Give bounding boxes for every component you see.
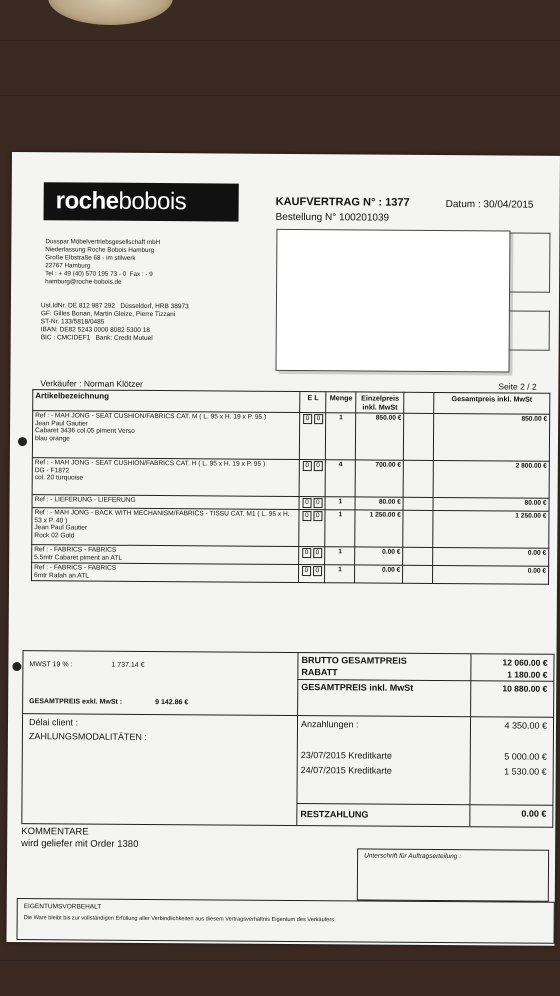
item-total-price: 80.00 € bbox=[433, 497, 549, 511]
item-total-price: 0.00 € bbox=[433, 566, 549, 585]
item-blank bbox=[404, 413, 434, 460]
company-bank-details: Ust.IdNr. DE 812 987 292 Düsseldorf, HRB 38973 GF: Gilles Bonan, Martin Gleize, Pierre Tizzani ST-Nr. 133/5818/0485 IBAN: DE82 5243 0000 8082 5300 18 BIC : CMCIDEF1 Bank: Credit Mutuel bbox=[40, 302, 189, 342]
delai-client: Délai client : bbox=[28, 717, 79, 728]
col-blank bbox=[404, 392, 434, 413]
kommentare-text: wird geliefer mit Order 1380 bbox=[21, 838, 139, 850]
item-el: 0 0 bbox=[299, 497, 325, 510]
signature-label: Unterschrift für Auftragserteilung : bbox=[364, 852, 462, 861]
col-einzelpreis: Einzelpreis inkl. MwSt bbox=[356, 392, 404, 413]
item-total-price: 0.00 € bbox=[433, 547, 549, 566]
item-description: Ref : - MAH JONG - BACK WITH MECHANISM/FABRICS - TISSU CAT. M1 ( L. 95 x H. 53 x P. 40 ) Jean Paul Gautier Rock 02 Gold bbox=[32, 508, 300, 547]
item-total-price: 2 800.00 € bbox=[433, 460, 549, 498]
rabatt-label: RABATT bbox=[301, 667, 338, 678]
col-el: E L bbox=[300, 392, 326, 413]
item-el: 0 0 bbox=[300, 413, 326, 460]
item-description: Ref : - FABRICS - FABRICS 5.5mtr Cabaret piment an ATL bbox=[32, 545, 299, 565]
contract-date: Datum : 30/04/2015 bbox=[445, 199, 534, 211]
item-quantity: 1 bbox=[325, 547, 355, 565]
col-menge: Menge bbox=[326, 392, 356, 413]
item-blank bbox=[403, 547, 433, 565]
item-quantity: 4 bbox=[325, 460, 355, 497]
eigentumsvorbehalt-box bbox=[16, 898, 554, 944]
item-unit-price: 0.00 € bbox=[355, 547, 403, 566]
page-number: Seite 2 / 2 bbox=[498, 381, 537, 392]
mwst-label: MWST 19 % : bbox=[29, 661, 73, 669]
punch-hole bbox=[12, 662, 21, 671]
table-row bbox=[32, 508, 549, 549]
salesperson: Verkäufer : Norman Klötzer bbox=[40, 378, 143, 389]
order-number: Bestellung N° 100201039 bbox=[275, 211, 390, 224]
item-el: 0 0 bbox=[299, 565, 325, 583]
item-description: Ref : - FABRICS - FABRICS 6mtr Rafah an ATL bbox=[32, 563, 299, 583]
company-address: Dusspar Möbelvertriebsgesellschaft mbH Niederlassung Roche Bobois Hamburg Große Elbstraße 68 - im stilwerk 22767 Hamburg Tel : + 49 (40) 570 195 73 - 0 Fax : - 9 hamburg@roche-bobois.de bbox=[45, 238, 161, 286]
brutto-label: BRUTTO GESAMTPREIS bbox=[301, 655, 407, 666]
col-artikel: Artikelbezeichnung bbox=[33, 390, 300, 413]
item-unit-price: 80.00 € bbox=[355, 497, 403, 510]
item-blank bbox=[403, 497, 433, 510]
totals-box bbox=[21, 650, 554, 828]
item-el: 0 0 bbox=[299, 547, 325, 565]
item-total-price: 1 250.00 € bbox=[433, 510, 549, 548]
item-unit-price: 850.00 € bbox=[356, 413, 404, 460]
exkl-value: 9 142.86 € bbox=[155, 699, 189, 707]
item-description: Ref : - MAH JONG - SEAT CUSHION/FABRICS CAT. M ( L. 95 x H. 19 x P. 95 ) Jean Paul Gautier Cabaret 3436 col.05 piment Verso blau orange bbox=[32, 411, 300, 460]
item-el: 0 0 bbox=[299, 460, 325, 497]
item-quantity: 1 bbox=[325, 510, 355, 547]
punch-hole bbox=[18, 437, 27, 446]
item-blank bbox=[403, 510, 433, 547]
item-quantity: 1 bbox=[325, 565, 355, 583]
contract-document bbox=[6, 152, 560, 946]
mwst-value: 1 737.14 € bbox=[111, 661, 145, 669]
item-unit-price: 1 250.00 € bbox=[355, 510, 403, 547]
table-row bbox=[32, 563, 549, 585]
item-unit-price: 700.00 € bbox=[355, 460, 403, 497]
contract-title: KAUFVERTRAG N° : 1377 bbox=[275, 195, 410, 209]
inkl-label: GESAMTPREIS inkl. MwSt bbox=[301, 682, 414, 693]
item-blank bbox=[403, 565, 433, 583]
anzahlungen-label: Anzahlungen : bbox=[300, 719, 359, 730]
item-quantity: 1 bbox=[325, 497, 355, 510]
wood-grain bbox=[0, 40, 560, 41]
item-total-price: 850.00 € bbox=[434, 413, 550, 461]
item-el: 0 0 bbox=[299, 510, 325, 547]
jar-lid-object bbox=[48, 0, 173, 25]
rochebobois-logo: rochebobois bbox=[44, 182, 239, 221]
table-row bbox=[32, 411, 549, 462]
item-unit-price: 0.00 € bbox=[355, 565, 403, 584]
exkl-label: GESAMTPREIS exkl. MwSt : bbox=[29, 698, 123, 706]
zahlungsmodalitaeten: ZAHLUNGSMODALITÄTEN : bbox=[28, 731, 147, 742]
wood-grain bbox=[0, 95, 560, 96]
anzahlungen-value: 4 350.00 € bbox=[504, 720, 548, 731]
wood-grain bbox=[0, 960, 560, 961]
table-row bbox=[32, 458, 549, 499]
customer-address-box bbox=[275, 229, 510, 373]
item-quantity: 1 bbox=[326, 413, 356, 460]
eigentum-text: Die Ware bleibt bis zur vollständigen Erfüllung aller Verbindlichkeiten aus diesem Vertragsverhältnis Eigentum des Verkäufers. bbox=[23, 915, 336, 924]
payment-2-value: 1 530.00 € bbox=[504, 766, 547, 777]
brutto-value: 12 060.00 € bbox=[502, 657, 548, 668]
signature-box bbox=[357, 848, 549, 901]
col-gesamtpreis: Gesamtpreis inkl. MwSt bbox=[434, 392, 550, 414]
item-description: Ref : - LIEFERUNG - LIEFERUNG bbox=[32, 495, 299, 510]
address-box-frame bbox=[509, 310, 550, 350]
payment-2-label: 24/07/2015 Kreditkarte bbox=[300, 765, 392, 776]
payment-1-label: 23/07/2015 Kreditkarte bbox=[300, 750, 392, 761]
kommentare-label: KOMMENTARE bbox=[21, 826, 89, 838]
inkl-value: 10 880.00 € bbox=[502, 683, 548, 694]
payment-1-value: 5 000.00 € bbox=[504, 751, 547, 762]
item-blank bbox=[403, 460, 433, 497]
rabatt-value: 1 180.00 € bbox=[507, 669, 548, 680]
item-description: Ref : - MAH JONG - SEAT CUSHION/FABRICS CAT. H ( L. 95 x H. 19 x P. 95 ) DG - F1872 col. 20 turquoise bbox=[32, 458, 300, 497]
items-table bbox=[31, 389, 550, 585]
eigentum-title: EIGENTUMSVORBEHALT bbox=[23, 903, 102, 911]
restzahlung-label: RESTZAHLUNG bbox=[300, 809, 369, 820]
restzahlung-value: 0.00 € bbox=[521, 808, 547, 819]
address-box-frame bbox=[509, 232, 550, 292]
